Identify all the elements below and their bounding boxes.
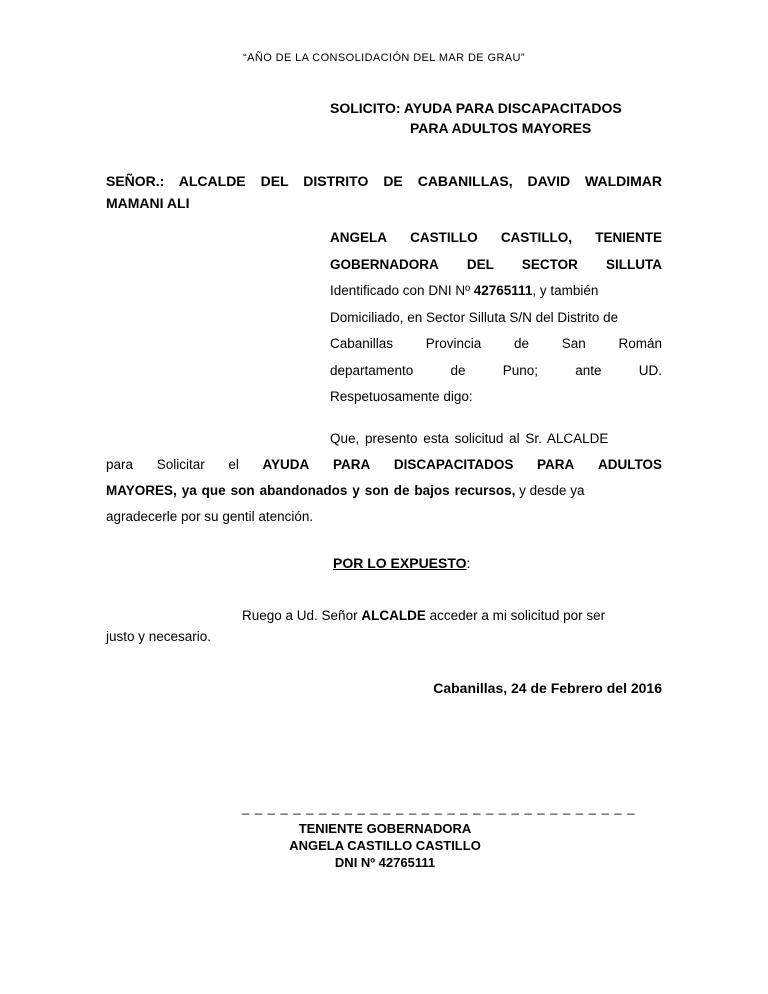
sender-block [330, 225, 662, 411]
addressee-block [106, 170, 662, 214]
sender-word: Román [618, 336, 662, 351]
sender-line-4: Domiciliado, en Sector Silluta S/N del Distrito de [330, 309, 619, 325]
sender-word: CASTILLO [410, 230, 478, 245]
addressee-line-2: MAMANI ALI [106, 195, 190, 211]
sender-word: SILLUTA [605, 256, 662, 272]
request-line-1-text: Que, presento esta solicitud al Sr. ALCALDE [330, 431, 609, 446]
closing-pre: Ruego a Ud. Señor [242, 608, 362, 623]
request-word: el [228, 457, 239, 472]
document-motto: “AÑO DE LA CONSOLIDACIÓN DEL MAR DE GRAU” [243, 52, 525, 64]
sender-word: Cabanillas [330, 336, 394, 351]
por-lo-expuesto-colon: : [466, 555, 471, 571]
closing-line-2: justo y necesario. [106, 629, 212, 644]
closing-alcalde: ALCALDE [361, 608, 426, 623]
request-word: DISCAPACITADOS [393, 457, 514, 472]
request-line-4: agradecerle por su gentil atención. [106, 509, 314, 524]
closing-post: acceder a mi solicitud por ser [425, 608, 606, 623]
request-line-2 [106, 452, 662, 478]
sender-word: UD. [638, 362, 662, 378]
request-line-3-bold: MAYORES, ya que son abandonados y son de bajos recursos, [106, 483, 516, 498]
signature-title: TENIENTE GOBERNADORA [298, 821, 472, 836]
sender-dni: 42765111 [473, 283, 533, 298]
subject-line-2: PARA ADULTOS MAYORES [410, 120, 592, 136]
request-word: PARA [332, 457, 371, 472]
signature-line: _ _ _ _ _ _ _ _ _ _ _ _ _ _ _ _ _ _ _ _ _ _ _ _ _ _ _ _ _ _ _ [242, 800, 636, 815]
closing-line-1 [106, 605, 662, 626]
sender-word: de [513, 336, 530, 351]
por-lo-expuesto-label: POR LO EXPUESTO [333, 555, 467, 571]
sender-word: SECTOR [521, 256, 578, 272]
subject-line-1: SOLICITO: AYUDA PARA DISCAPACITADOS [330, 100, 622, 116]
request-line-3 [106, 478, 662, 504]
sender-word: GOBERNADORA [330, 256, 439, 272]
sender-word: San [561, 336, 586, 351]
request-word: para [106, 457, 134, 472]
signature-dni: DNI Nº 42765111 [334, 855, 436, 870]
sender-word: Puno; [502, 362, 539, 378]
sender-line-5 [330, 331, 662, 358]
sender-line-3 [330, 278, 662, 305]
sender-word: DEL [466, 256, 494, 272]
request-word: PARA [537, 457, 575, 472]
sender-word: ante [575, 362, 602, 378]
request-line-3-tail: y desde ya [515, 483, 585, 498]
sender-word: Provincia [425, 336, 482, 351]
sender-line-6 [330, 358, 662, 385]
addressee-line-1: SEÑOR.: ALCALDE DEL DISTRITO DE CABANILLAS, DAVID WALDIMAR [106, 173, 662, 189]
sender-line-7: Respetuosamente digo: [330, 389, 473, 404]
sender-word: CASTILLO, [500, 230, 573, 245]
request-word: Solicitar [156, 457, 205, 472]
sender-id-suffix: , y también [532, 283, 599, 298]
document-date: Cabanillas, 24 de Febrero del 2016 [433, 680, 662, 696]
signature-block [230, 820, 540, 871]
sender-word: ANGELA [330, 230, 387, 245]
sender-line-1 [330, 225, 662, 252]
sender-word: departamento [330, 362, 414, 378]
por-lo-expuesto [333, 555, 470, 571]
request-word: ADULTOS [597, 457, 662, 472]
sender-line-2 [330, 252, 662, 279]
sender-word: de [450, 362, 466, 378]
subject-block [330, 98, 660, 138]
request-word: AYUDA [262, 457, 310, 472]
request-line-1 [106, 426, 662, 452]
signature-name: ANGELA CASTILLO CASTILLO [289, 838, 481, 853]
closing-request [106, 605, 662, 647]
sender-id-prefix: Identificado con DNI Nº [330, 283, 474, 298]
sender-word: TENIENTE [595, 230, 662, 245]
request-paragraph [106, 426, 662, 530]
